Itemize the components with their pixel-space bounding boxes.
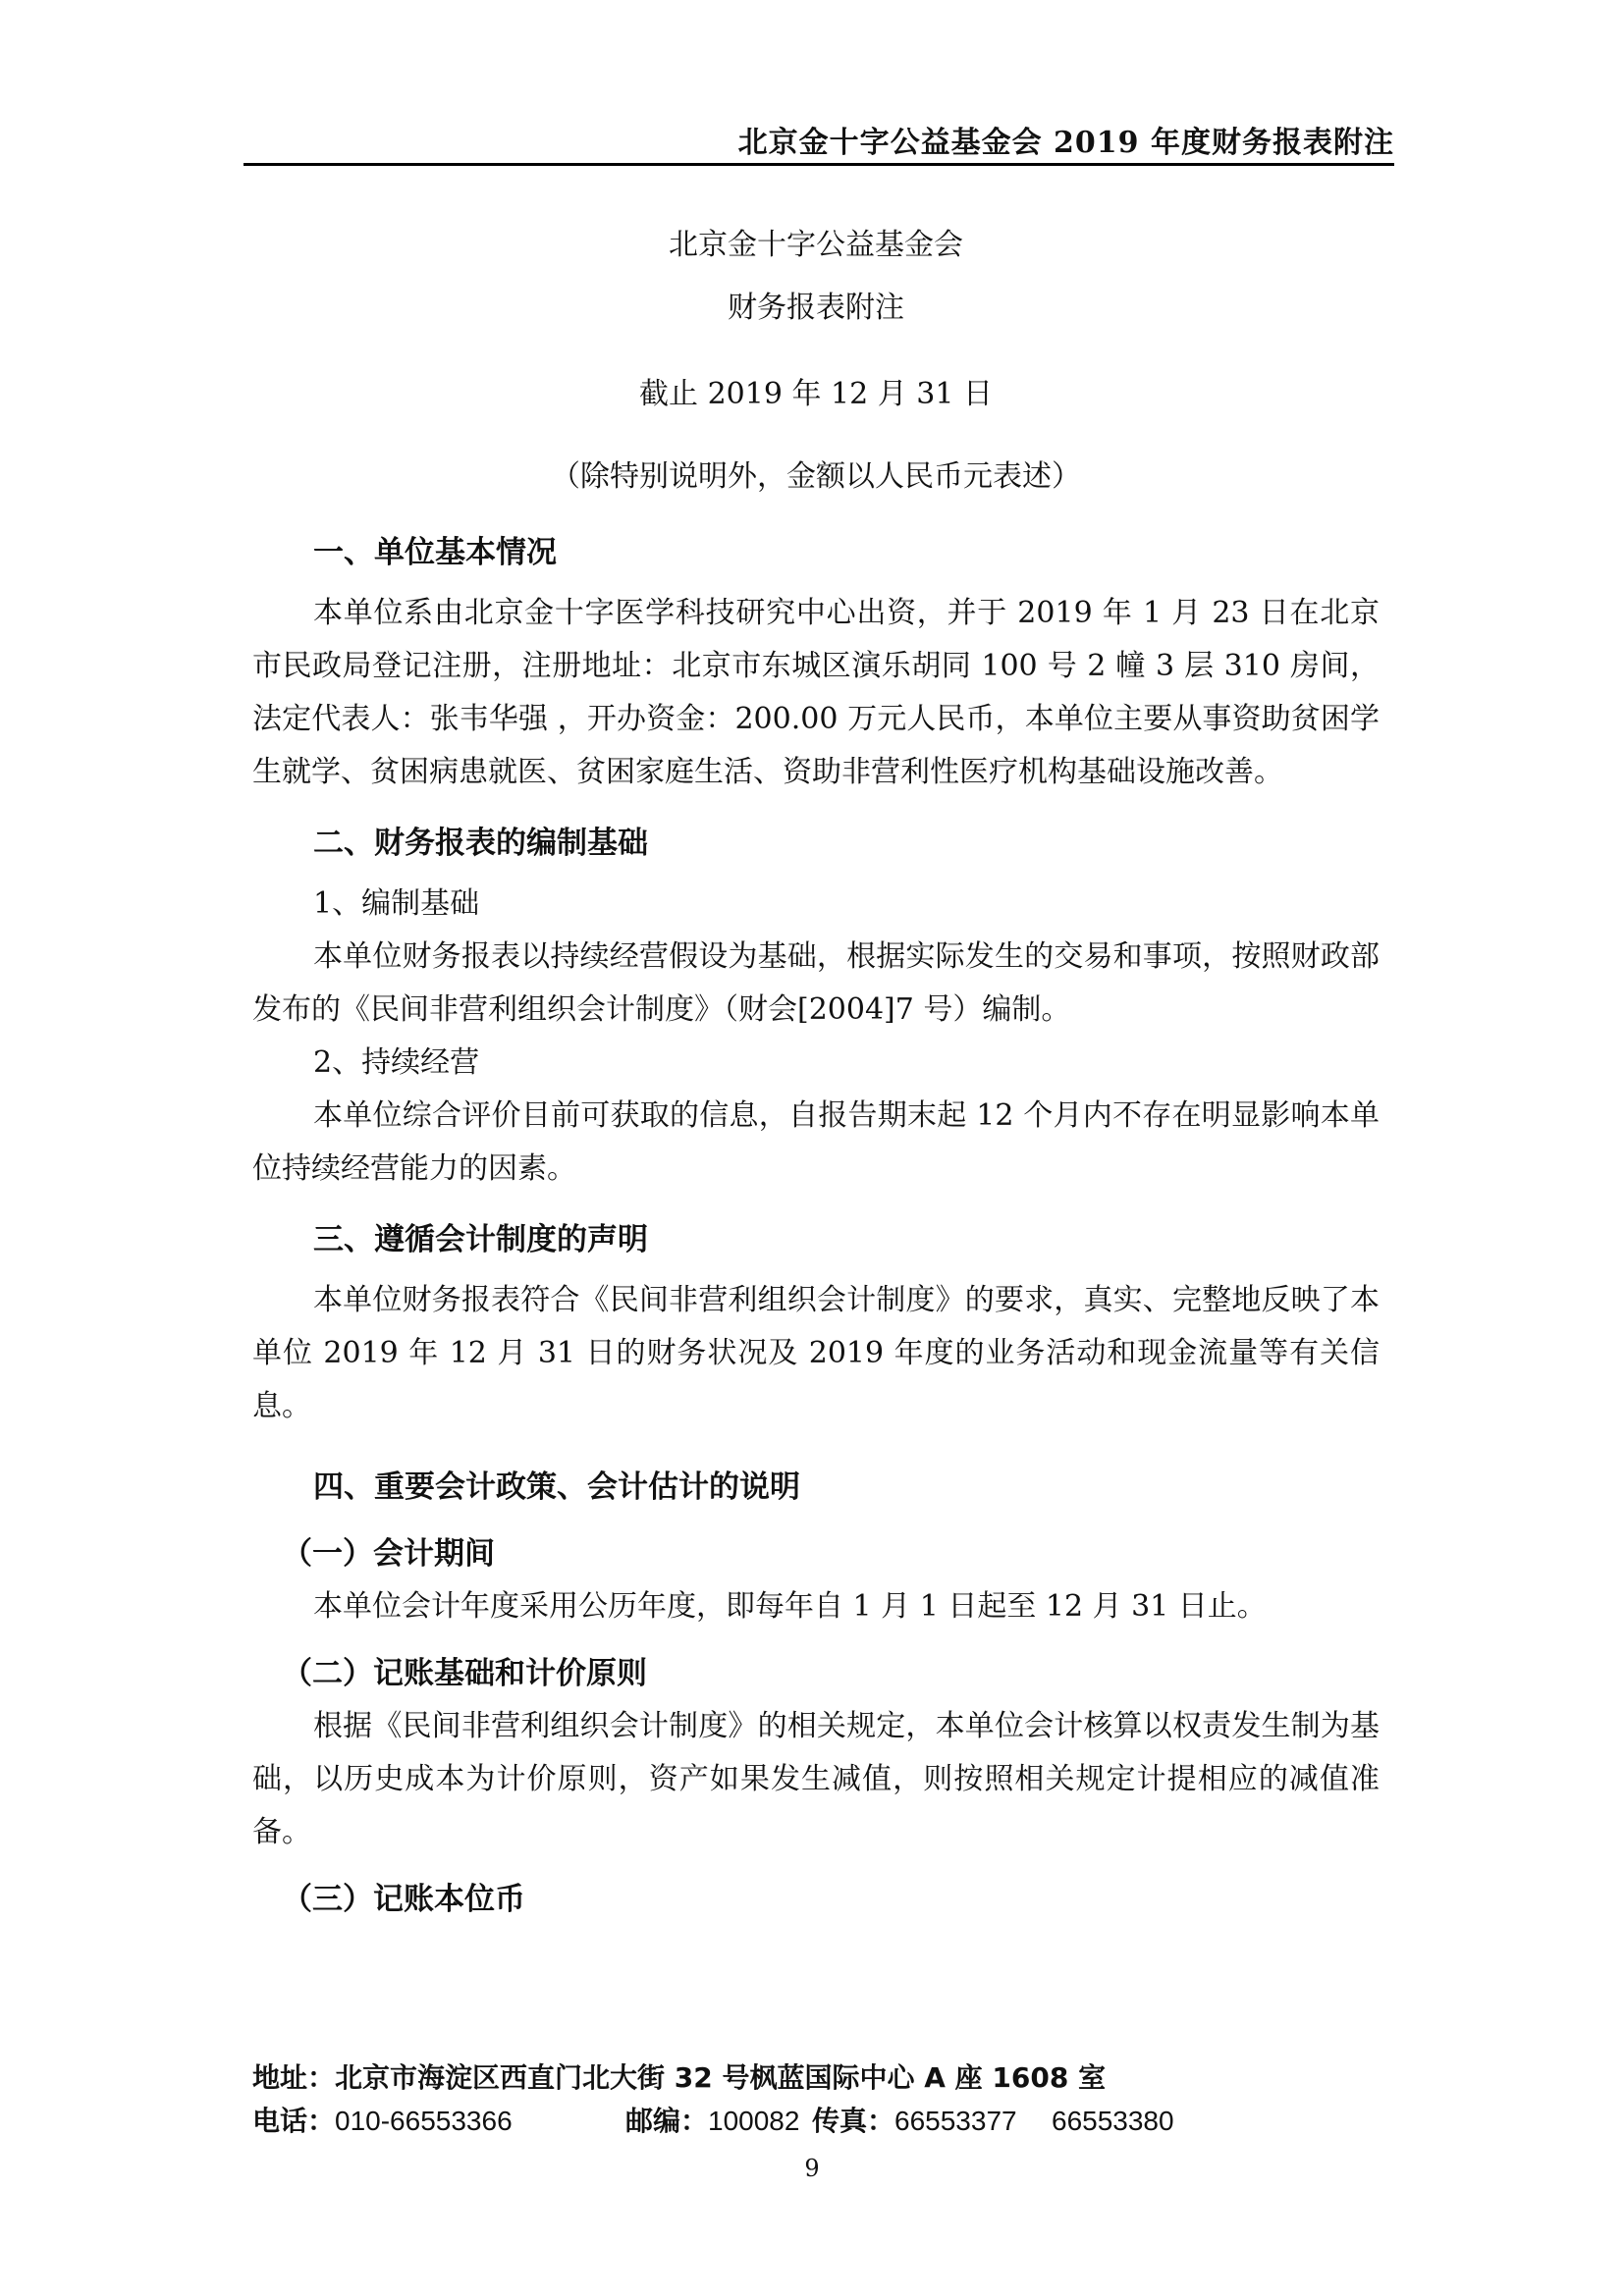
phone-value: 010-66553366 xyxy=(335,2106,513,2136)
postcode-label: 邮编： xyxy=(625,2105,709,2137)
section-heading-preparation-basis: 二、财务报表的编制基础 xyxy=(313,826,648,861)
phone-group xyxy=(252,2100,625,2143)
footer-address-line xyxy=(252,2056,1391,2100)
fax-value-1: 66553377 xyxy=(894,2106,1017,2136)
header-rule xyxy=(244,163,1394,166)
document-title: 北京金十字公益基金会 xyxy=(669,228,963,262)
fax-value-2: 66553380 xyxy=(1052,2106,1174,2136)
document-body xyxy=(252,196,1380,1926)
postcode-group xyxy=(625,2100,812,2143)
section-heading-compliance-statement: 三、遵循会计制度的声明 xyxy=(313,1222,648,1257)
address-value: 北京市海淀区西直门北大街 32 号枫蓝国际中心 A 座 1608 室 xyxy=(335,2061,1107,2094)
postcode-value: 100082 xyxy=(708,2106,800,2136)
fax-label: 传真： xyxy=(812,2105,895,2137)
address-label: 地址： xyxy=(252,2061,336,2094)
section-paragraph-basic-info: 本单位系由北京金十字医学科技研究中心出资，并于 2019 年 1 月 23 日在北京市民政局登记注册，注册地址：北京市东城区演乐胡同 100 号 2 幢 3 层 310 房间，法定代表人：张韦华强 ，开办资金：200.00 万元人民币，本单位主要从事资助贫困学生就学、贫困病患就医、贫困家庭生活、资助非营利性医疗机构基础设施改善。 xyxy=(252,596,1380,789)
subsection-label-preparation-basis: 1、编制基础 xyxy=(313,886,480,921)
section-heading-basic-info: 一、单位基本情况 xyxy=(313,535,557,570)
page-number: 9 xyxy=(804,2155,820,2182)
policy-paragraph-accounting-period: 本单位会计年度采用公历年度，即每年自 1 月 1 日起至 12 月 31 日止。 xyxy=(313,1589,1267,1624)
running-header: 北京金十字公益基金会 2019 年度财务报表附注 xyxy=(737,126,1394,160)
phone-label: 电话： xyxy=(252,2105,336,2137)
footer-contact-line xyxy=(252,2100,1391,2143)
policy-paragraph-accounting-basis: 根据《民间非营利组织会计制度》的相关规定，本单位会计核算以权责发生制为基础，以历史成本为计价原则，资产如果发生减值，则按照相关规定计提相应的减值准备。 xyxy=(252,1709,1380,1849)
footer-contact xyxy=(252,2056,1391,2143)
spacer xyxy=(252,1433,1380,1443)
subsection-paragraph-going-concern: 本单位综合评价目前可获取的信息，自报告期末起 12 个月内不存在明显影响本单位持续经营能力的因素。 xyxy=(252,1098,1380,1186)
policy-heading-functional-currency: （三）记账本位币 xyxy=(282,1882,525,1917)
document-subtitle: 财务报表附注 xyxy=(728,291,904,325)
subsection-label-going-concern: 2、持续经营 xyxy=(313,1045,480,1080)
section-paragraph-compliance-statement: 本单位财务报表符合《民间非营利组织会计制度》的要求，真实、完整地反映了本单位 2019 年 12 月 31 日的财务状况及 2019 年度的业务活动和现金流量等有关信息。 xyxy=(252,1283,1380,1423)
currency-note: （除特别说明外，金额以人民币元表述） xyxy=(551,459,1081,494)
policy-heading-accounting-basis: （二）记账基础和计价原则 xyxy=(282,1656,647,1691)
subsection-paragraph-preparation-basis: 本单位财务报表以持续经营假设为基础，根据实际发生的交易和事项，按照财政部发布的《民间非营利组织会计制度》（财会[2004]7 号）编制。 xyxy=(252,939,1380,1027)
section-heading-accounting-policies: 四、重要会计政策、会计估计的说明 xyxy=(313,1469,800,1505)
date-line: 截止 2019 年 12 月 31 日 xyxy=(639,377,993,411)
fax-group xyxy=(812,2100,1052,2143)
policy-heading-accounting-period: （一）会计期间 xyxy=(282,1536,495,1572)
